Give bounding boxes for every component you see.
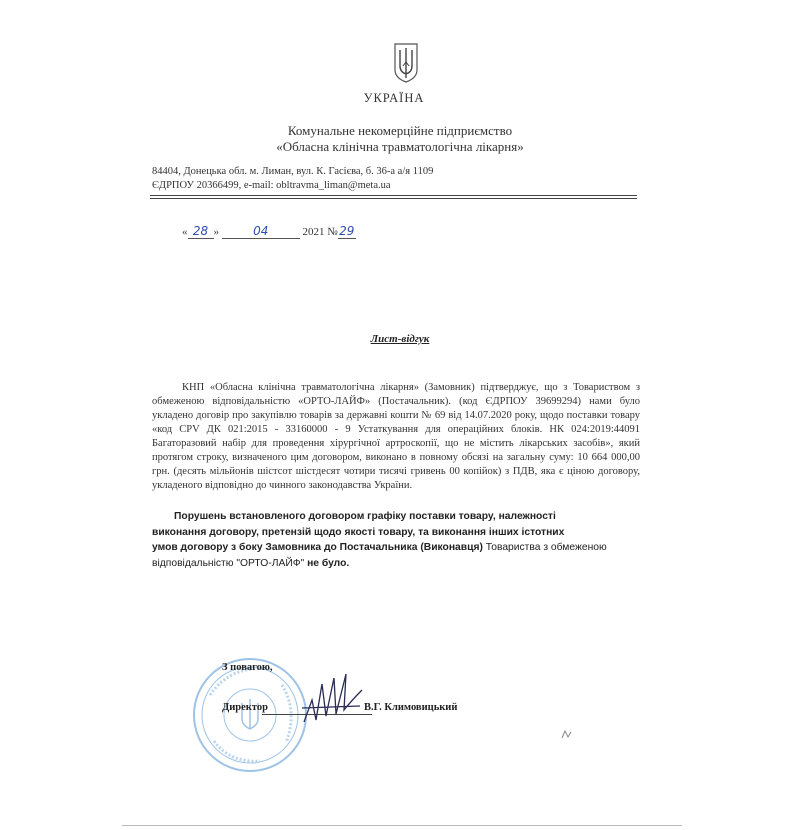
paragraph2-line1: Порушень встановленого договором графіку поставки товару, належності <box>174 511 556 522</box>
header-divider <box>150 195 637 196</box>
header-divider-thin <box>150 198 637 199</box>
small-mark <box>560 728 574 740</box>
page-edge-line <box>122 825 682 826</box>
handwritten-signature <box>300 670 370 730</box>
signatory-position: Директор <box>222 702 268 713</box>
paragraph2-line3: умов договору з боку Замовника до Постачальника (Виконавця) <box>152 542 483 553</box>
body-paragraph-2 <box>152 509 652 571</box>
letter-title: Лист-відгук <box>370 333 430 345</box>
date-close-quote: » <box>213 226 219 238</box>
paragraph2-line2: виконання договору, претензій щодо якості товару, та виконання інших істотних <box>152 526 565 538</box>
signatory-name: В.Г. Климовицький <box>364 702 458 713</box>
date-open-quote: « <box>182 226 188 238</box>
country-name: УКРАЇНА <box>363 91 425 105</box>
paragraph2-line4-tail: не було. <box>304 557 350 569</box>
date-month: 04 <box>253 224 269 238</box>
closing-regards: З повагою, <box>222 662 273 673</box>
number-sign: № <box>327 226 338 238</box>
paragraph2-line4: відповідальністю "ОРТО-ЛАЙФ" <box>152 557 305 569</box>
organization-name: «Обласна клінічна травматологічна лікарня» <box>276 139 524 154</box>
organization-code-email: ЄДРПОУ 20366499, e-mail: obltravma_liman@meta.ua <box>152 180 391 191</box>
organization-type: Комунальне некомерційне підприємство <box>287 123 513 138</box>
paragraph2-line3-tail: Товариства з обмеженою <box>482 542 607 553</box>
letter-number: 29 <box>339 224 355 238</box>
coat-of-arms-icon <box>393 40 419 84</box>
date-year: 2021 <box>302 226 325 238</box>
official-stamp <box>190 655 310 775</box>
letter-date-line <box>182 224 356 239</box>
body-paragraph-1: КНП «Обласна клінічна травматологічна лікарня» (Замовник) підтверджує, що з Товариством з обмеженою відповідальністю «ОРТО-ЛАЙФ» (Постачальник). (код ЄДРПОУ 39699294) нами було укладено договір про закупівлю товарів за державні кошти № 69 від 14.07.2020 року, щодо поставки товару «код CPV ДК 021:2015 - 33160000 - 9 Устаткування для операційних блоків. НК 024:2019:44091 Багаторазовий набір для проведення хірургічної артроскопії, що не містить лікарських засобів», який протягом строку, визначеного цим договором, виконано в повному обсязі на загальну суму: 10 664 000,00 грн. (десять мільйонів шістсот шістдесят чотири тисячі гривень 00 копійок) з ПДВ, яка є ціною договору, укладеного відповідно до чинного законодавства України. <box>152 382 640 491</box>
organization-address: 84404, Донецька обл. м. Лиман, вул. К. Гасієва, б. 36-а а/я 1109 <box>152 166 434 177</box>
date-day: 28 <box>192 224 209 238</box>
